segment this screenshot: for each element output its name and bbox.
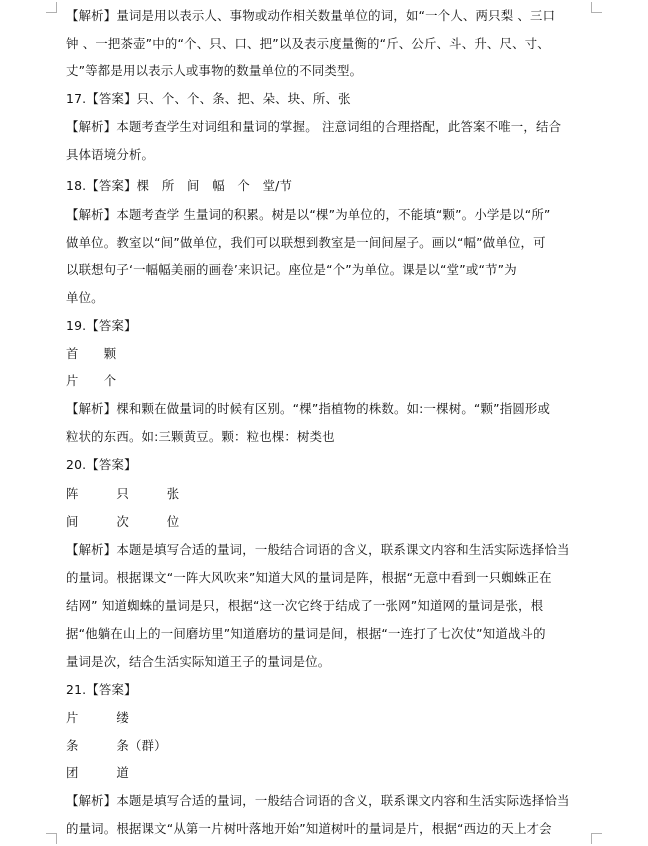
- text-line: 做单位。教室以“间”做单位，我们可以联想到教室是一间间屋子。画以“幅”做单位，可: [66, 235, 546, 250]
- crop-mark-bottom-left: [46, 833, 57, 844]
- text-line: 粒状的东西。如:三颗黄豆。颗：粒也棵：树类也: [66, 429, 335, 444]
- text-line: 结网” 知道蜘蛛的量词是只，根据“这一次它终于结成了一张网”知道网的量词是张，根: [66, 598, 544, 613]
- answer-row: 间 次 位: [66, 514, 180, 529]
- text-line: 具体语境分析。: [66, 147, 155, 162]
- text-line: 钟 、一把茶壶”中的“个、只、口、把”以及表示度量衡的“斤、公斤、斗、升、尺、寸、: [66, 36, 550, 51]
- text-line: 以联想句子‘一幅幅美丽的画卷’来识记。座位是“个”为单位。课是以“堂”或“节”为: [66, 262, 517, 277]
- crop-mark-top-left: [46, 2, 57, 13]
- answer-heading-18: 18.【答案】棵 所 间 幅 个 堂/节: [66, 178, 293, 193]
- answer-row: 片 缕: [66, 710, 129, 725]
- answer-row: 阵 只 张: [66, 486, 180, 501]
- answer-heading-20: 20.【答案】: [66, 457, 137, 472]
- answer-heading-21: 21.【答案】: [66, 682, 137, 697]
- text-line: 【解析】本题是填写合适的量词，一般结合词语的含义，联系课文内容和生活实际选择恰当: [66, 542, 570, 557]
- answer-row: 首 颗: [66, 346, 117, 361]
- text-line: 【解析】本题考查学 生量词的积累。树是以“棵”为单位的，不能填“颗”。小学是以“所”: [66, 207, 551, 222]
- text-line: 【解析】棵和颗在做量词的时候有区别。“棵”指植物的株数。如:一棵树。“颗”指圆形或: [66, 401, 551, 416]
- answer-heading-19: 19.【答案】: [66, 318, 137, 333]
- text-line: 单位。: [66, 290, 104, 305]
- answer-row: 团 道: [66, 765, 129, 780]
- crop-mark-bottom-right: [591, 833, 602, 844]
- text-line: 据“他躺在山上的一间磨坊里”知道磨坊的量词是间，根据“一连打了七次仗”知道战斗的: [66, 626, 546, 641]
- answer-heading-17: 17.【答案】只、个、个、条、把、朵、块、所、张: [66, 91, 351, 106]
- text-line: 量词是次，结合生活实际知道王子的量词是位。: [66, 654, 331, 669]
- text-line: 的量词。根据课文“一阵大风吹来”知道大风的量词是阵，根据“无意中看到一只蜘蛛正在: [66, 570, 552, 585]
- text-line: 丈”等都是用以表示人或事物的数量单位的不同类型。: [66, 63, 363, 78]
- answer-row: 条 条（群）: [66, 738, 167, 753]
- text-line: 【解析】本题是填写合适的量词，一般结合词语的含义，联系课文内容和生活实际选择恰当: [66, 793, 570, 808]
- text-line: 【解析】量词是用以表示人、事物或动作相关数量单位的词，如“一个人、两只梨 、三口: [66, 8, 556, 23]
- text-line: 【解析】本题考查学生对词组和量词的掌握。 注意词组的合理搭配，此答案不唯一，结合: [66, 119, 562, 134]
- crop-mark-top-right: [591, 2, 602, 13]
- answer-row: 片 个: [66, 373, 117, 388]
- text-line: 的量词。根据课文“从第一片树叶落地开始”知道树叶的量词是片，根据“西边的天上才会: [66, 821, 552, 836]
